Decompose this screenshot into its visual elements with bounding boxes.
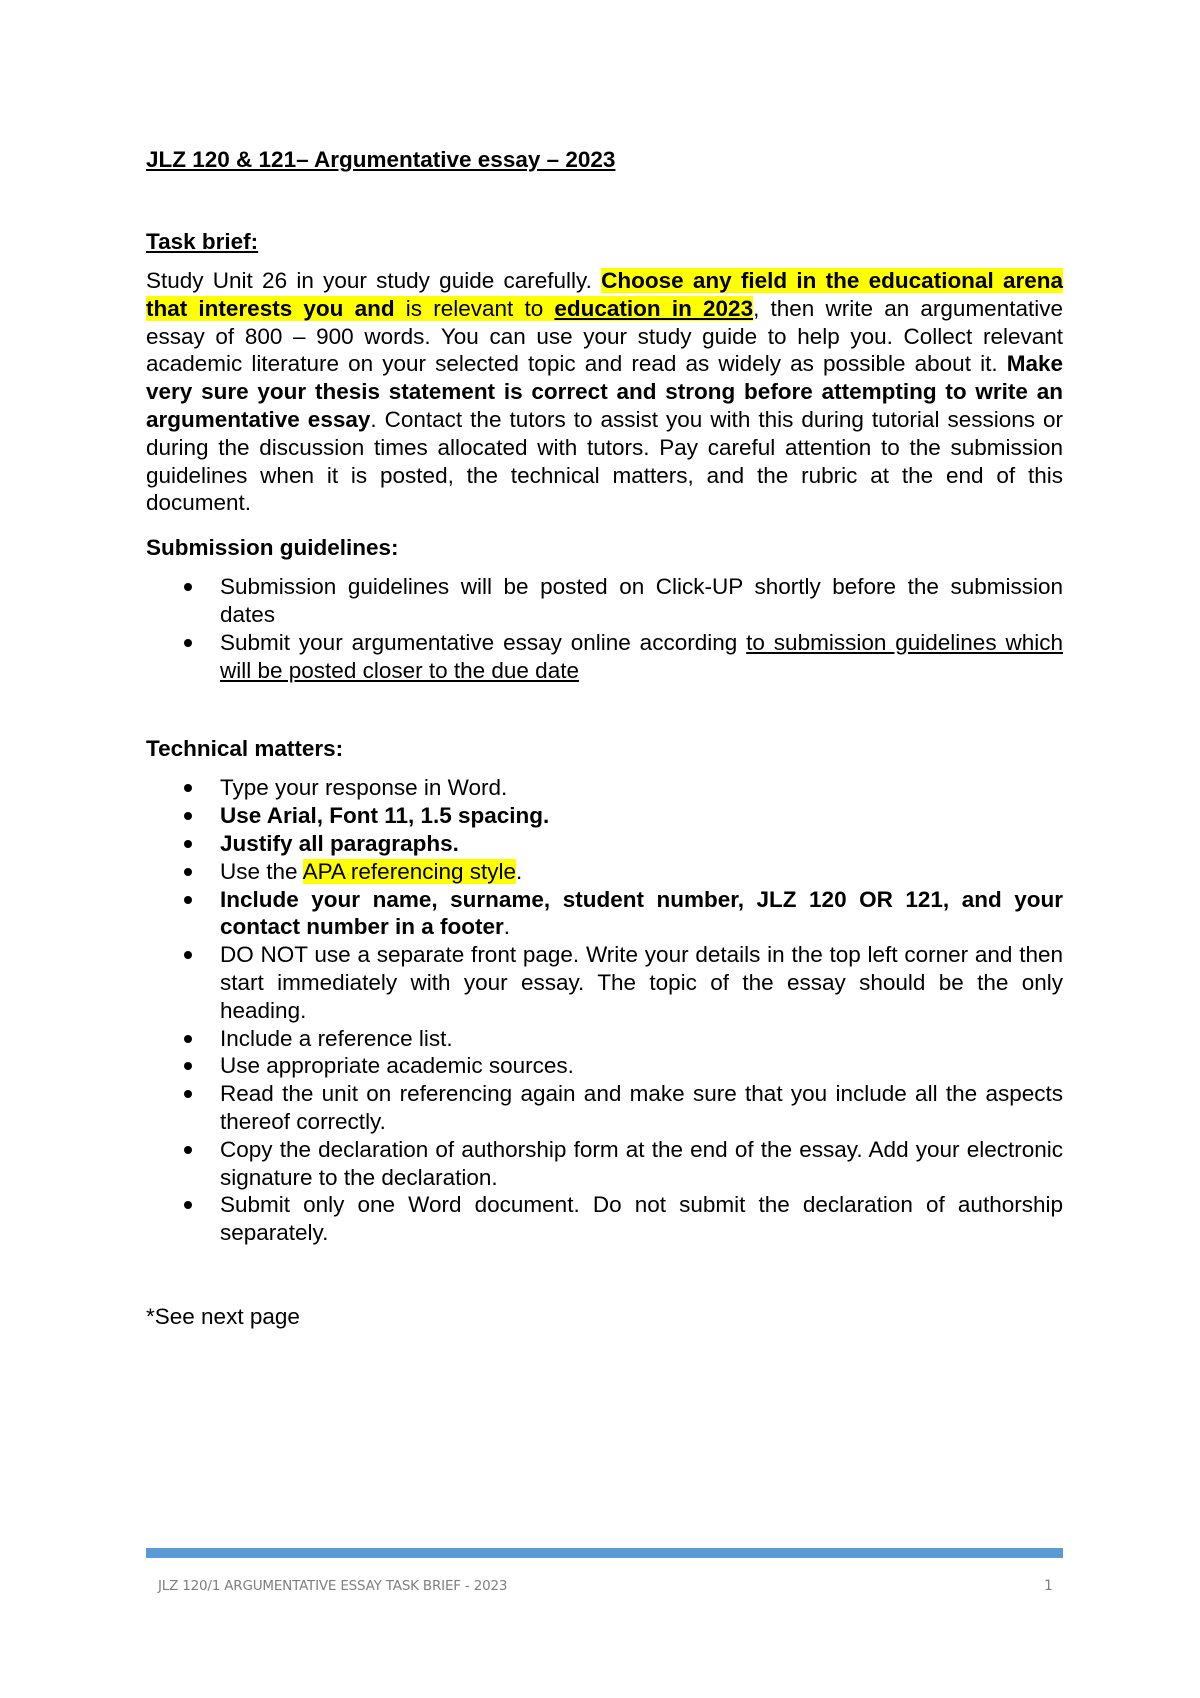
task-brief-highlight-field: Choose any field in the educational arena that interests you and: [146, 268, 1063, 321]
list-item: [146, 573, 1063, 629]
see-next-page-note: *See next page: [146, 1303, 300, 1329]
list-item-text: Read the unit on referencing again and make sure that you include all the aspects thereof correctly.: [220, 1081, 1063, 1134]
bullet-icon: [184, 951, 192, 959]
submission-guidelines-list: [146, 573, 1063, 684]
bullet-icon: [184, 1035, 192, 1043]
list-item: [146, 886, 1063, 942]
submission-guidelines-heading: Submission guidelines:: [146, 535, 399, 561]
document-title: JLZ 120 & 121– Argumentative essay – 2023: [146, 147, 616, 172]
technical-matters-heading: Technical matters:: [146, 736, 344, 762]
list-item-text: .: [503, 914, 511, 940]
list-item-text: Justify all paragraphs.: [220, 830, 459, 856]
task-brief-highlight-relevant: is relevant to: [394, 295, 555, 321]
list-item-text: Submit only one Word document. Do not submit the declaration of authorship separately.: [220, 1192, 1063, 1246]
task-brief-highlight-year: education in 2023: [554, 295, 754, 321]
list-item: [146, 802, 1063, 830]
task-brief-thesis-emphasis: Make very sure your thesis statement is correct and strong before attempting to write an argumentative essay: [146, 351, 1063, 432]
list-item-text: Use appropriate academic sources.: [220, 1053, 574, 1079]
list-item-text: Include a reference list.: [220, 1025, 453, 1051]
page-number: 1: [1044, 1578, 1053, 1594]
bullet-icon: [184, 1090, 192, 1098]
list-item-text: Use Arial, Font 11, 1.5 spacing.: [220, 803, 550, 829]
list-item-text: Copy the declaration of authorship form at the end of the essay. Add your electronic signature to the declaration.: [220, 1136, 1063, 1190]
task-brief-text: , then write an argumentative essay of 800 – 900 words. You can use your study guide to help you. Collect relevant academic literature on your selected topic and read as widely as possible about it.: [146, 295, 1063, 377]
bullet-icon: [184, 896, 192, 904]
list-item: [146, 629, 1063, 685]
list-item: [146, 941, 1063, 1024]
list-item: [146, 774, 1063, 802]
list-item-text-underlined: to submission guidelines which will be posted closer to the due date: [220, 629, 1063, 683]
bullet-icon: [184, 784, 192, 792]
list-item: [146, 1191, 1063, 1247]
bullet-icon: [184, 868, 192, 876]
list-item: [146, 830, 1063, 858]
list-item-text: Use the: [220, 858, 303, 884]
list-item-text: .: [516, 858, 523, 884]
list-item: [146, 1136, 1063, 1192]
bullet-icon: [184, 840, 192, 848]
task-brief-heading: Task brief:: [146, 229, 259, 254]
list-item-text: DO NOT use a separate front page. Write your details in the top left corner and then start immediately with your essay. The topic of the essay should be the only heading.: [220, 942, 1063, 1023]
footer-divider: [146, 1548, 1063, 1558]
footer-title: JLZ 120/1 ARGUMENTATIVE ESSAY TASK BRIEF - 2023: [158, 1578, 508, 1594]
bullet-icon: [184, 812, 192, 820]
bullet-icon: [184, 639, 192, 647]
task-brief-paragraph: [146, 267, 1063, 517]
list-item: [146, 1080, 1063, 1136]
list-item: [146, 1052, 1063, 1080]
bullet-icon: [184, 1201, 192, 1209]
bullet-icon: [184, 583, 192, 591]
list-item-text: Submit your argumentative essay online according: [220, 629, 747, 655]
document-body: [146, 147, 1063, 1331]
list-item-text: Include your name, surname, student number, JLZ 120 OR 121, and your contact number in a footer: [220, 886, 1063, 940]
list-item-text: Submission guidelines will be posted on Click-UP shortly before the submission dates: [220, 574, 1063, 627]
bullet-icon: [184, 1146, 192, 1154]
apa-style-highlight: APA referencing style: [302, 858, 517, 884]
bullet-icon: [184, 1062, 192, 1070]
technical-matters-list: [146, 774, 1063, 1247]
task-brief-text: . Contact the tutors to assist you with this during tutorial sessions or during the discussion times allocated with tutors. Pay careful attention to the submission guidelines when it is posted, the technical matters, and the rubric at the end of this document.: [146, 406, 1063, 516]
list-item: [146, 858, 1063, 886]
list-item-text: Type your response in Word.: [220, 775, 508, 801]
task-brief-text: Study Unit 26 in your study guide carefully.: [146, 268, 602, 293]
list-item: [146, 1025, 1063, 1053]
